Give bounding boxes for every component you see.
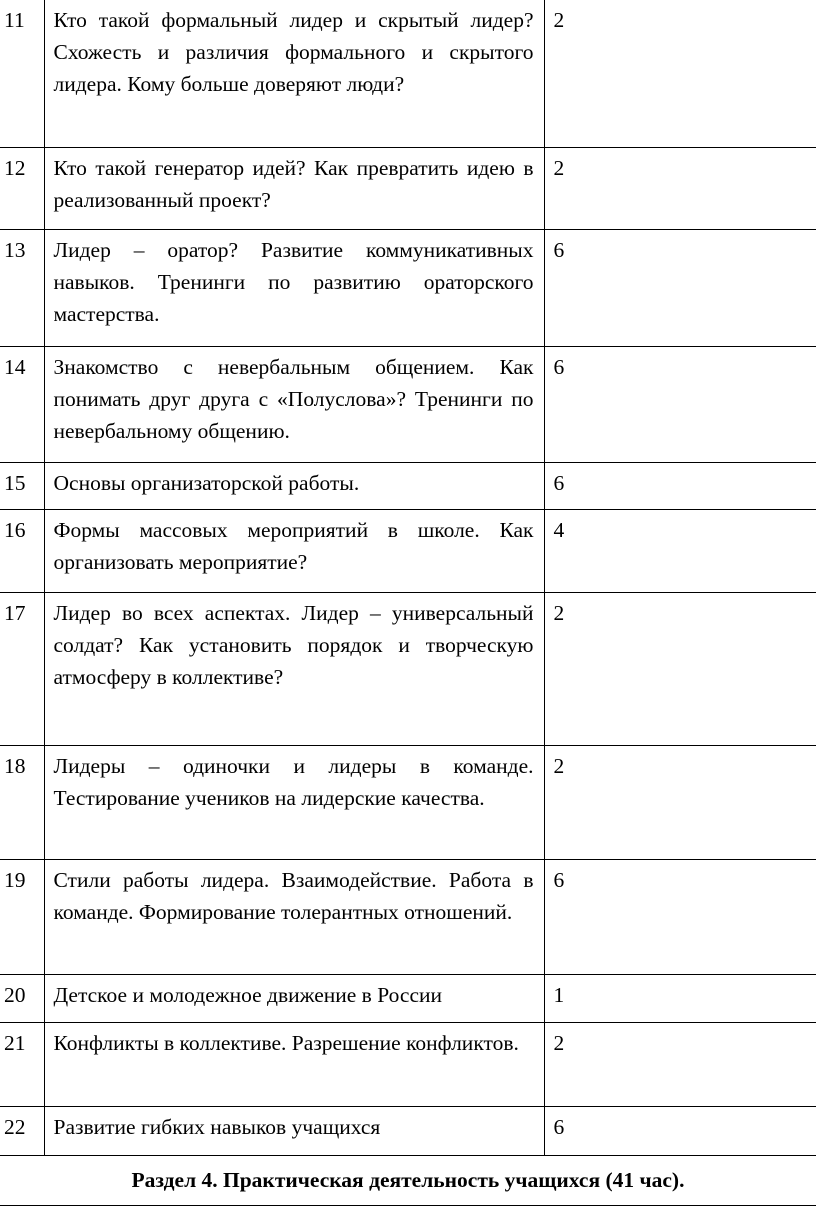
table-row	[0, 592, 816, 745]
table-row	[0, 509, 816, 592]
row-topic: Знакомство с невербальным общением. Как понимать друг друга с «Полуслова»? Тренинги по невербальному общению.	[44, 346, 544, 462]
row-topic: Лидеры – одиночки и лидеры в команде. Тестирование учеников на лидерские качества.	[44, 745, 544, 859]
row-number: 22	[0, 1106, 44, 1155]
row-number: 19	[0, 859, 44, 974]
row-hours: 6	[544, 462, 816, 509]
table-row	[0, 859, 816, 974]
table-row	[0, 147, 816, 229]
table-row	[0, 229, 816, 346]
row-topic: Основы организаторской работы.	[44, 462, 544, 509]
table-row	[0, 745, 816, 859]
table-row	[0, 346, 816, 462]
row-hours: 6	[544, 859, 816, 974]
row-hours: 2	[544, 1022, 816, 1106]
row-number: 20	[0, 974, 44, 1022]
row-hours: 6	[544, 229, 816, 346]
row-number: 21	[0, 1022, 44, 1106]
table-row	[0, 462, 816, 509]
row-number: 12	[0, 147, 44, 229]
section-row	[0, 1155, 816, 1205]
row-hours: 2	[544, 592, 816, 745]
row-topic: Детское и молодежное движение в России	[44, 974, 544, 1022]
table-row	[0, 1022, 816, 1106]
row-topic: Формы массовых мероприятий в школе. Как организовать мероприятие?	[44, 509, 544, 592]
row-topic: Лидер – оратор? Развитие коммуникативных навыков. Тренинги по развитию ораторского мастерства.	[44, 229, 544, 346]
row-number: 18	[0, 745, 44, 859]
row-number: 13	[0, 229, 44, 346]
table-row	[0, 974, 816, 1022]
row-topic: Стили работы лидера. Взаимодействие. Работа в команде. Формирование толерантных отношений.	[44, 859, 544, 974]
row-number: 16	[0, 509, 44, 592]
row-hours: 1	[544, 974, 816, 1022]
section-heading: Раздел 4. Практическая деятельность учащихся (41 час).	[0, 1155, 816, 1205]
row-number: 14	[0, 346, 44, 462]
row-topic: Кто такой генератор идей? Как превратить идею в реализованный проект?	[44, 147, 544, 229]
table-row	[0, 0, 816, 147]
row-number: 17	[0, 592, 44, 745]
row-hours: 6	[544, 346, 816, 462]
row-number: 15	[0, 462, 44, 509]
row-hours: 2	[544, 0, 816, 147]
row-topic: Конфликты в коллективе. Разрешение конфликтов.	[44, 1022, 544, 1106]
table-row	[0, 1106, 816, 1155]
row-topic: Лидер во всех аспектах. Лидер – универсальный солдат? Как установить порядок и творческую атмосферу в коллективе?	[44, 592, 544, 745]
row-hours: 2	[544, 745, 816, 859]
row-hours: 2	[544, 147, 816, 229]
row-hours: 6	[544, 1106, 816, 1155]
row-topic: Кто такой формальный лидер и скрытый лидер? Схожесть и различия формального и скрытого лидера. Кому больше доверяют люди?	[44, 0, 544, 147]
row-topic: Развитие гибких навыков учащихся	[44, 1106, 544, 1155]
row-hours: 4	[544, 509, 816, 592]
row-number: 11	[0, 0, 44, 147]
